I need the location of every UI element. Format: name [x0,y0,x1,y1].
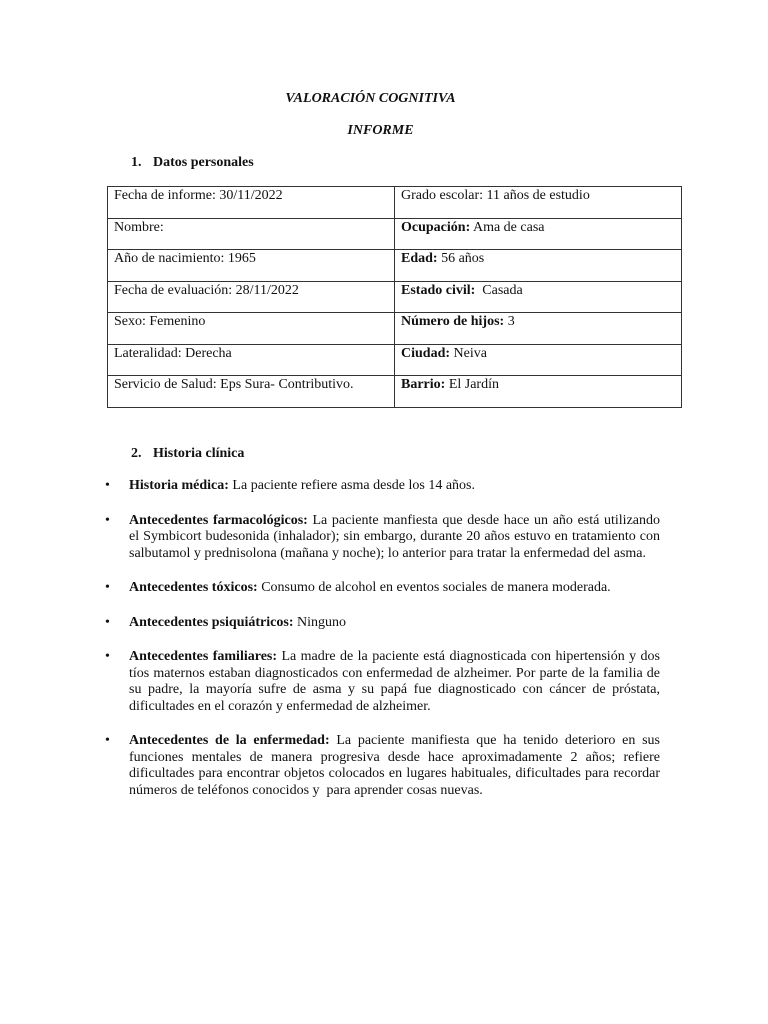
field-label: Edad: [401,251,438,266]
document-subtitle: INFORME [347,123,414,138]
table-cell-left [108,281,395,313]
history-label: Antecedentes familiares: [129,649,278,664]
history-item [105,580,660,597]
history-item [105,649,664,715]
table-cell-right [395,281,682,313]
bullet-icon: • [105,580,110,595]
table-row [108,250,682,282]
table-cell-right [395,250,682,282]
table-row [108,376,682,408]
document-title: VALORACIÓN COGNITIVA [285,91,456,106]
table-cell-right [395,376,682,408]
history-text: Consumo de alcohol en eventos sociales de manera moderada. [257,580,611,595]
section-heading-historia-clinica [131,446,244,463]
history-label: Antecedentes farmacológicos: [129,512,308,528]
history-text: Ninguno [293,614,346,630]
field-label: Barrio: [401,377,446,392]
field-value: Lateralidad: Derecha [114,345,232,361]
table-row [108,344,682,376]
field-value: Sexo: Femenino [114,314,206,329]
field-value: Fecha de informe: 30/11/2022 [114,188,283,203]
field-label: Estado civil: [401,282,476,298]
section-title: Historia clínica [153,446,245,461]
section-number: 2. [131,446,142,461]
field-label: Ciudad: [401,345,451,361]
clinical-history-list [105,478,664,817]
field-value: El Jardín [445,377,499,392]
table-cell-right [395,313,682,345]
field-value: Grado escolar: 11 años de estudio [401,188,590,203]
history-text: La paciente manifiesta que ha tenido deterioro en sus funciones mentales de manera progresiva desde hace aproximadamente 2 años; refiere dificultades para encontrar objetos colocados en lugares habituales, dificultades para recordar números de teléfonos conocidos y para aprender cosas nuevas. [129,733,664,798]
field-label: Ocupación: [401,219,471,235]
history-item [105,733,664,799]
section-number: 1. [131,155,142,170]
table-row [108,218,682,250]
table-row [108,281,682,313]
field-value: Ama de casa [470,219,545,235]
field-label: Número de hijos: [401,314,505,329]
history-label: Antecedentes de la enfermedad: [129,733,330,748]
history-label: Historia médica: [129,478,229,493]
field-value: 3 [504,314,515,329]
table-cell-left [108,250,395,282]
history-item [105,615,660,632]
table-cell-right [395,187,682,219]
field-value: Año de nacimiento: 1965 [114,251,256,266]
bullet-icon: • [105,512,110,528]
history-label: Antecedentes psiquiátricos: [129,614,294,630]
history-item [105,512,664,563]
history-text: La paciente manfiesta que desde hace un año está utilizando el Symbicort budesonida (inhalador); sin embargo, durante 20 años estuvo en tratamiento con salbutamol y prednisolona (mañana y noche); lo anterior para tratar la enfermedad del asma. [129,512,664,561]
bullet-icon: • [105,614,110,630]
table-row [108,187,682,219]
section-title: Datos personales [153,155,254,170]
field-value: Nombre: [114,219,164,235]
table-cell-left [108,187,395,219]
bullet-icon: • [105,733,110,748]
table-cell-left [108,376,395,408]
bullet-icon: • [105,649,110,664]
history-label: Antecedentes tóxicos: [129,580,258,595]
field-value: 56 años [437,251,485,266]
field-value: Fecha de evaluación: 28/11/2022 [114,282,299,298]
section-heading-datos-personales [131,155,254,172]
history-text: La madre de la paciente está diagnosticada con hipertensión y dos tíos maternos estaban diagnosticados con enfermedad de alzheimer. Por parte de la familia de su padre, la mayoría sufre de asma y su papá fue diagnosticado con cáncer de próstata, dificultades en el corazón y enfermedad de alzheimer. [129,649,664,714]
field-value: Casada [475,282,523,298]
field-value: Neiva [450,345,487,361]
history-text: La paciente refiere asma desde los 14 años. [228,478,475,493]
table-cell-left [108,218,395,250]
table-cell-right [395,218,682,250]
personal-data-table [107,186,682,408]
field-value: Servicio de Salud: Eps Sura- Contributivo. [114,377,354,392]
bullet-icon: • [105,478,110,493]
table-cell-left [108,344,395,376]
history-item [105,478,660,495]
table-cell-left [108,313,395,345]
table-row [108,313,682,345]
table-cell-right [395,344,682,376]
